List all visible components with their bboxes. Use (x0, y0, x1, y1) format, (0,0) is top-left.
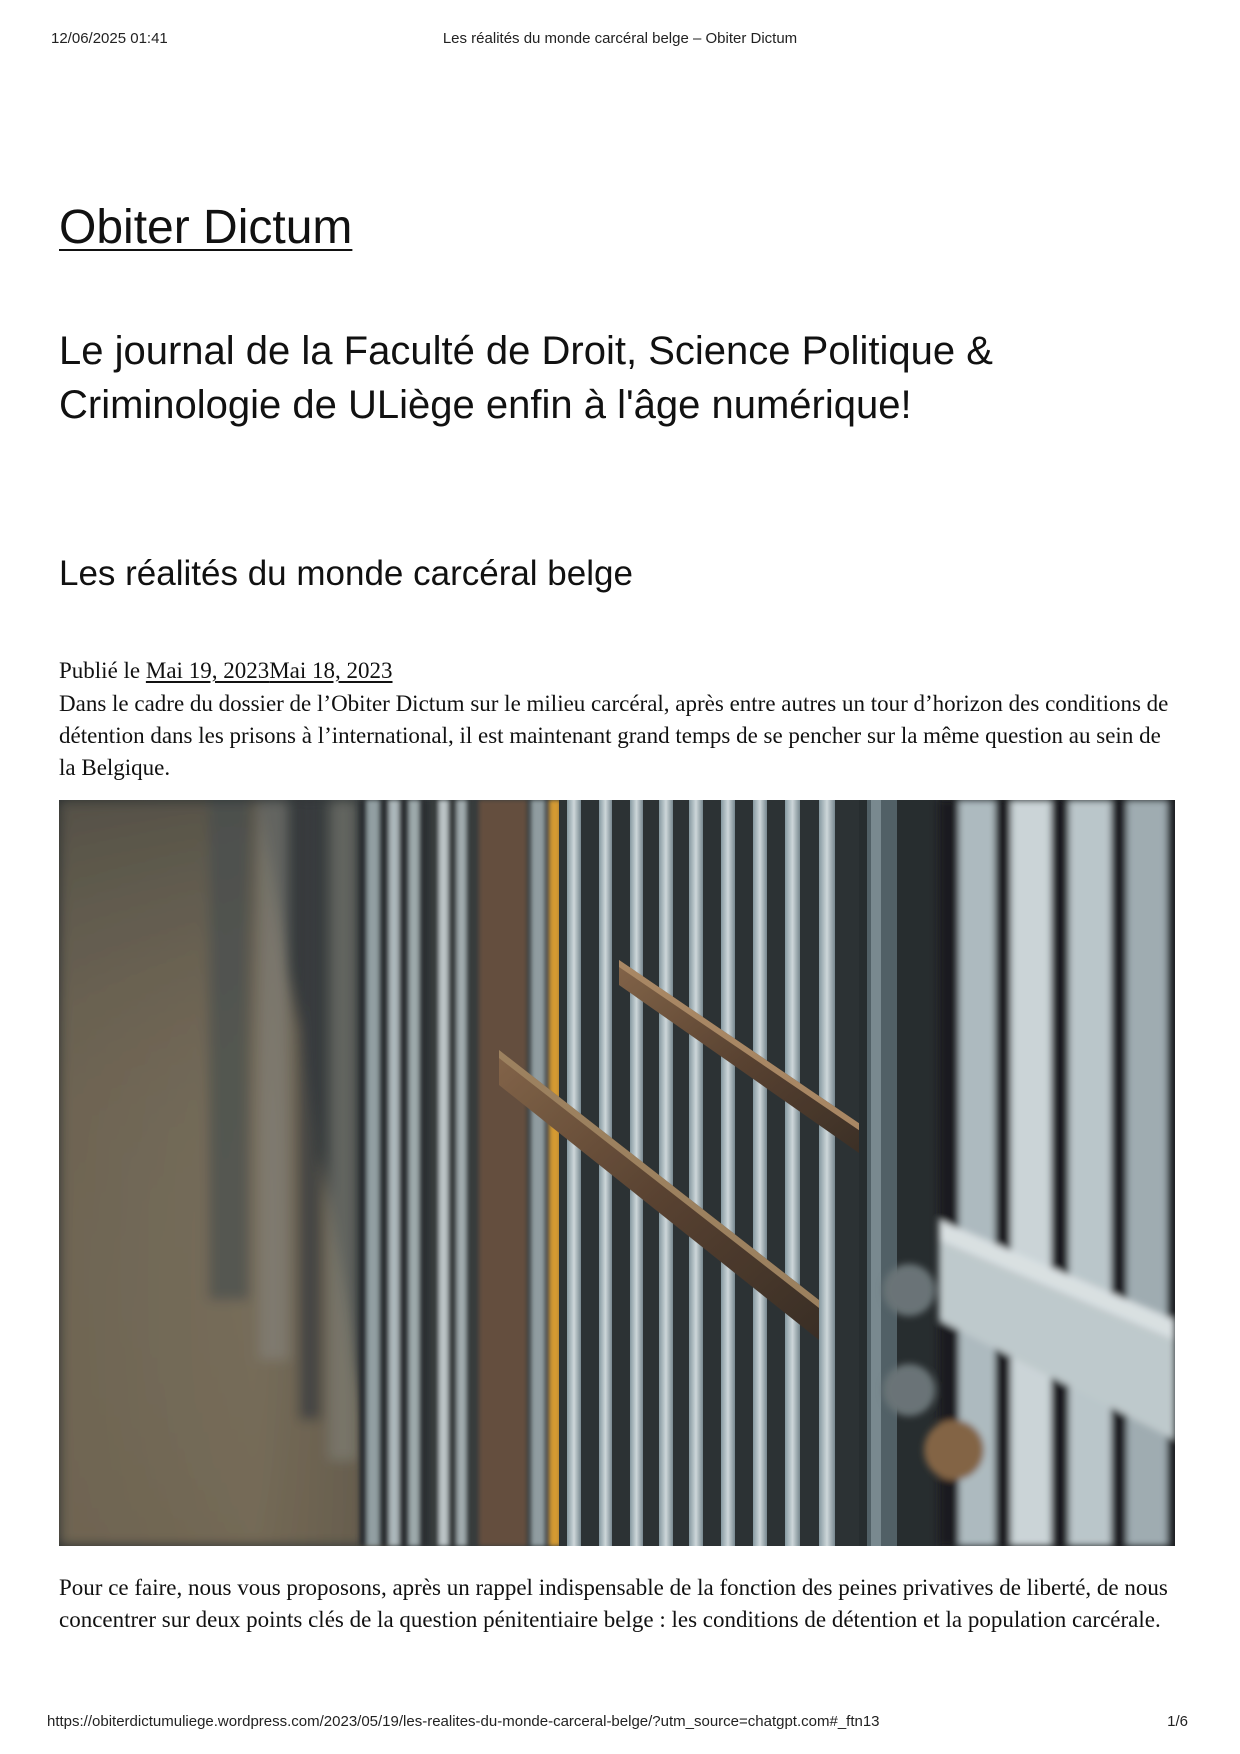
post-date-link[interactable] (146, 658, 393, 683)
site-title-link[interactable]: Obiter Dictum (59, 201, 353, 254)
print-url: https://obiterdictumuliege.wordpress.com/2023/05/19/les-realites-du-monde-carceral-belge/?utm_source=chatgpt.com#_ftn13 (47, 1713, 880, 1730)
print-page-number: 1/6 (1167, 1713, 1188, 1730)
post-title: Les réalités du monde carcéral belge (59, 554, 633, 593)
site-tagline: Le journal de la Faculté de Droit, Science Politique & Criminologie de ULiège enfin à l'âge numérique! (59, 329, 993, 427)
print-date: 12/06/2025 01:41 (51, 30, 168, 47)
post-paragraph-2: Pour ce faire, nous vous proposons, après un rappel indispensable de la fonction des peines privatives de liberté, de nous concentrer sur deux points clés de la question pénitentiaire belge : les conditions de détention et la population carcérale. (59, 1575, 1168, 1632)
featured-image-prison-bars (59, 800, 1175, 1546)
post-meta-prefix: Publié le (59, 658, 141, 683)
post-intro-paragraph: Dans le cadre du dossier de l’Obiter Dictum sur le milieu carcéral, après entre autres un tour d’horizon des conditions de détention dans les prisons à l’international, il est maintenant grand temps de se pencher sur la même question au sein de la Belgique. (59, 691, 1169, 780)
updated-date: Mai 18, 2023 (269, 658, 393, 683)
print-footer (0, 1713, 1240, 1737)
print-header (0, 30, 1240, 54)
prison-bars-illustration (59, 800, 1175, 1546)
post-meta (59, 655, 393, 687)
print-page-title: Les réalités du monde carcéral belge – Obiter Dictum (442, 30, 798, 47)
published-date: Mai 19, 2023 (145, 658, 270, 683)
site-title (59, 198, 352, 258)
